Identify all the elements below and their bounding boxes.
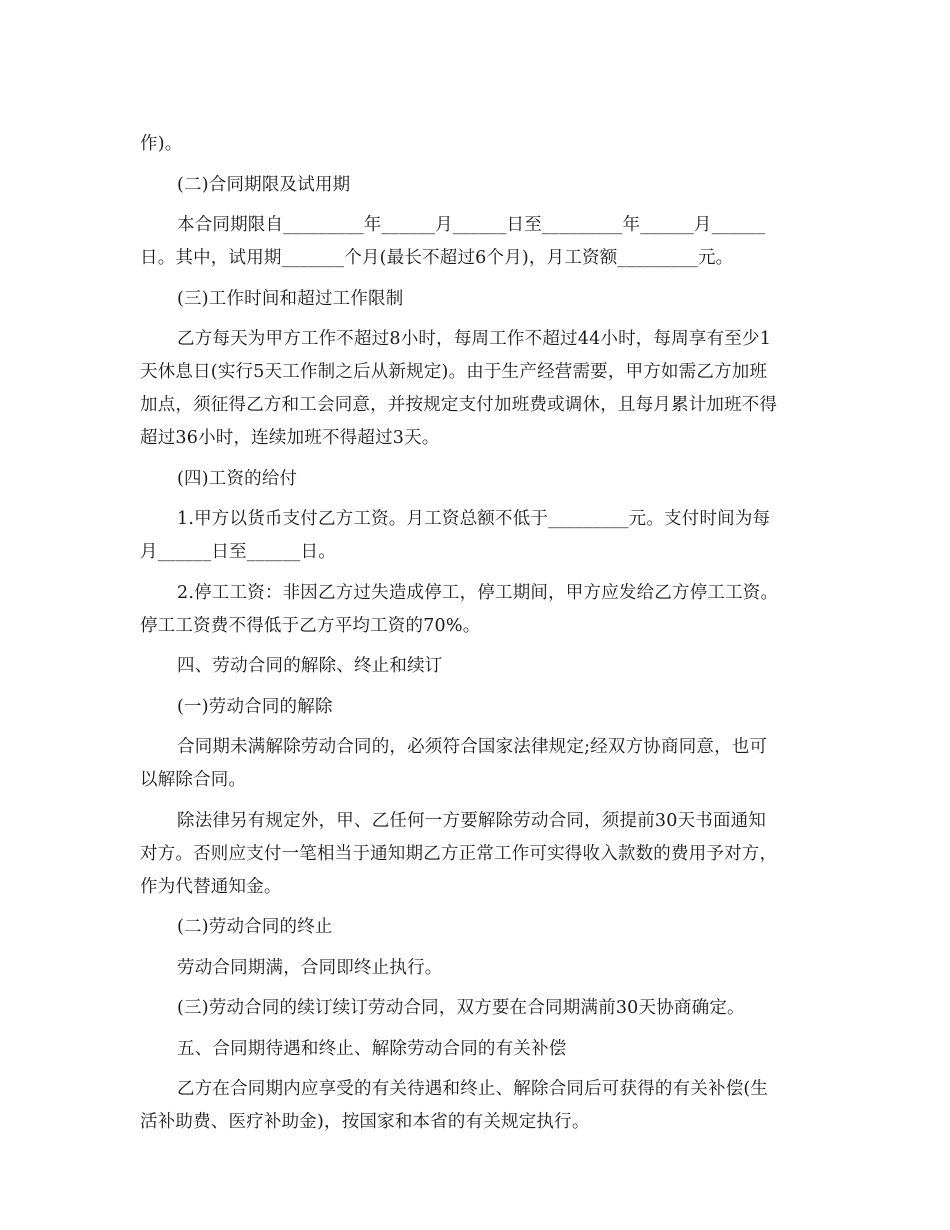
text-line: (二)合同期限及试用期	[177, 174, 351, 195]
document-page	[140, 128, 812, 1139]
text-line: 合同期未满解除劳动合同的，必须符合国家法律规定;经双方协商同意，也可	[177, 737, 768, 757]
text-line: (三)劳动合同的续订续订劳动合同，双方要在合同期满前30天协商确定。	[177, 998, 745, 1018]
paragraph-dissolution-1	[140, 731, 812, 797]
text-line: 对方。否则应支付一笔相当于通知期乙方正常工作可实得收入款数的费用予对方，	[140, 843, 778, 864]
text-line: 天休息日(实行5天工作制之后从新规定)。由于生产经营需要，甲方如需乙方加班	[140, 362, 768, 382]
paragraph-compensation	[140, 1073, 812, 1139]
paragraph-wage-payment-1	[140, 503, 812, 569]
paragraph-dissolution-2	[140, 805, 812, 904]
section-heading-compensation	[140, 1033, 812, 1066]
text-line: 乙方在合同期内应享受的有关待遇和终止、解除合同后可获得的有关补偿(生	[177, 1079, 769, 1099]
text-line: (一)劳动合同的解除	[177, 696, 333, 717]
section-heading-wage-payment	[140, 463, 812, 496]
paragraph-renewal	[140, 992, 812, 1025]
paragraph-wage-payment-2	[140, 577, 812, 643]
paragraph-contract-term	[140, 209, 812, 275]
section-heading-contract-term	[140, 169, 812, 202]
text-line: (四)工资的给付	[177, 468, 298, 489]
text-line: 以解除合同。	[140, 770, 247, 790]
text-line: 本合同期限自_________年______月______日至_________年______月______	[177, 215, 766, 235]
text-line: 1.甲方以货币支付乙方工资。月工资总额不低于_________元。支付时间为每	[177, 509, 771, 529]
section-heading-termination	[140, 911, 812, 944]
text-line: 加点，须征得乙方和工会同意，并按规定支付加班费或调休，且每月累计加班不得	[140, 395, 778, 415]
text-line: 五、合同期待遇和终止、解除劳动合同的有关补偿	[177, 1038, 567, 1059]
text-line: (二)劳动合同的终止	[177, 917, 333, 937]
text-line: 停工工资费不得低于乙方平均工资的70%。	[140, 615, 481, 636]
text-line: (三)工作时间和超过工作限制	[177, 288, 404, 309]
text-line: 作)。	[140, 134, 183, 154]
section-heading-dissolution	[140, 691, 812, 724]
text-line: 2.停工工资：非因乙方过失造成停工，停工期间，甲方应发给乙方停工工资。	[177, 582, 779, 603]
paragraph-working-hours	[140, 323, 812, 455]
text-line: 劳动合同期满，合同即终止执行。	[177, 957, 443, 978]
text-line: 超过36小时，连续加班不得超过3天。	[140, 428, 440, 448]
paragraph-termination	[140, 952, 812, 985]
text-line: 日。其中，试用期_______个月(最长不超过6个月)，月工资额_________元。	[140, 248, 734, 268]
text-line: 四、劳动合同的解除、终止和续订	[177, 656, 443, 676]
text-line: 乙方每天为甲方工作不超过8小时，每周工作不超过44小时，每周享有至少1	[177, 329, 772, 349]
text-line: 活补助费、医疗补助金)，按国家和本省的有关规定执行。	[140, 1112, 590, 1132]
text-line: 除法律另有规定外，甲、乙任何一方要解除劳动合同，须提前30天书面通知	[177, 810, 767, 831]
paragraph-continuation	[140, 128, 812, 161]
section-heading-working-hours	[140, 283, 812, 316]
text-line: 月______日至______日。	[140, 542, 336, 562]
section-heading-termination-renewal	[140, 650, 812, 683]
text-line: 作为代替通知金。	[140, 876, 282, 897]
